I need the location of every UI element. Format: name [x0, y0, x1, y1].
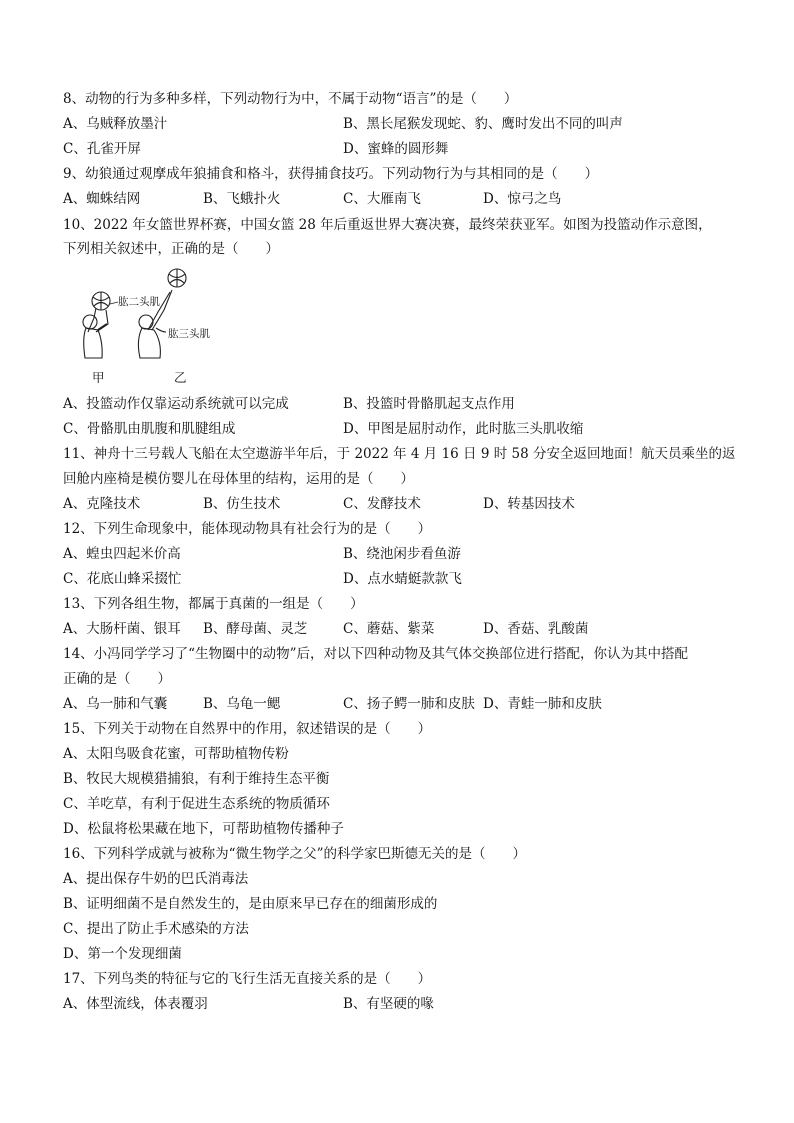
question-8-stem: 8、动物的行为多种多样，下列动物行为中，不属于动物“语言”的是（ ）	[63, 91, 518, 107]
question-12-option-b: B、绕池闲步看鱼游	[343, 546, 461, 562]
question-10-option-a: A、投篮动作仅靠运动系统就可以完成	[63, 396, 289, 412]
biceps-pointer-line	[110, 302, 118, 304]
question-15-option-a: A、太阳鸟吸食花蜜，可帮助植物传粉	[63, 746, 289, 762]
question-11-stem-line1: 11、神舟十三号载人飞船在太空遨游半年后，于 2022 年 4 月 16 日 9 时 58 分安全返回地面！航天员乘坐的返	[63, 446, 736, 462]
question-8-option-d: D、蜜蜂的圆形舞	[343, 141, 449, 157]
question-15-option-d: D、松鼠将松果藏在地下，可帮助植物传播种子	[63, 821, 344, 837]
label-biceps: 肱二头肌	[118, 296, 160, 308]
question-12-option-c: C、花底山蜂采掇忙	[63, 571, 182, 587]
question-9-option-a: A、蜘蛛结网	[63, 191, 141, 207]
question-12-stem: 12、下列生命现象中，能体现动物具有社会行为的是（ ）	[63, 521, 432, 537]
question-10-stem-line2: 下列相关叙述中，正确的是（ ）	[63, 241, 279, 257]
label-jia: 甲	[92, 370, 105, 385]
question-14-option-b: B、乌龟一鳃	[203, 696, 281, 712]
question-17-stem: 17、下列鸟类的特征与它的飞行生活无直接关系的是（ ）	[63, 971, 432, 987]
question-11-option-a: A、克隆技术	[63, 496, 141, 512]
question-16-option-d: D、第一个发现细菌	[63, 946, 182, 962]
player-torso-left	[84, 328, 102, 358]
question-15-option-c: C、羊吃草，有利于促进生态系统的物质循环	[63, 796, 330, 812]
question-14-stem-line2: 正确的是（ ）	[63, 671, 171, 687]
question-17-option-a: A、体型流线，体表覆羽	[63, 996, 208, 1012]
figure-yi-player	[138, 269, 186, 358]
question-14-stem-line1: 14、小冯同学学习了“生物圈中的动物”后，对以下四种动物及其气体交换部位进行搭配，你认为其中搭配	[63, 646, 688, 662]
question-9-option-d: D、惊弓之鸟	[483, 191, 562, 207]
question-11-stem-line2: 回舱内座椅是模仿婴儿在母体里的结构，运用的是（ ）	[63, 471, 414, 487]
question-10-stem-line1: 10、2022 年女篮世界杯赛，中国女篮 28 年后重返世界大赛决赛，最终荣获亚军。如图为投篮动作示意图，	[63, 217, 712, 233]
question-13-option-b: B、酵母菌、灵芝	[203, 621, 308, 637]
question-17-option-b: B、有坚硬的喙	[343, 996, 434, 1012]
question-13-option-c: C、蘑菇、紫菜	[343, 621, 435, 637]
question-16-option-b: B、证明细菌不是自然发生的，是由原来早已存在的细菌形成的	[63, 896, 438, 912]
question-10-option-c: C、骨骼肌由肌腹和肌腱组成	[63, 421, 236, 437]
question-11-option-d: D、转基因技术	[483, 496, 575, 512]
basketball-seams-left	[93, 292, 109, 310]
question-13-stem: 13、下列各组生物，都属于真菌的一组是（ ）	[63, 596, 364, 612]
question-14-option-d: D、青蛙一肺和皮肤	[483, 696, 602, 712]
question-9-stem: 9、幼狼通过观摩成年狼捕食和格斗，获得捕食技巧。下列动物行为与其相同的是（ ）	[63, 166, 599, 182]
triceps-pointer	[156, 328, 166, 332]
question-12-option-d: D、点水蜻蜓款款飞	[343, 571, 462, 587]
question-14-option-a: A、乌一肺和气囊	[63, 696, 168, 712]
biceps-muscle-left	[98, 324, 107, 330]
question-13-option-a: A、大肠杆菌、银耳	[63, 621, 181, 637]
basketball-shooting-figure	[76, 266, 226, 386]
question-15-stem: 15、下列关于动物在自然界中的作用，叙述错误的是（ ）	[63, 721, 432, 737]
question-13-option-d: D、香菇、乳酸菌	[483, 621, 589, 637]
question-16-option-c: C、提出了防止手术感染的方法	[63, 921, 249, 937]
question-11-option-b: B、仿生技术	[203, 496, 281, 512]
label-triceps: 肱三头肌	[168, 328, 210, 340]
player-torso-right	[138, 328, 160, 358]
question-14-option-c: C、扬子鳄一肺和皮肤	[343, 696, 475, 712]
player-head-right	[139, 315, 153, 329]
question-8-option-b: B、黑长尾猴发现蛇、豹、鹰时发出不同的叫声	[343, 116, 623, 132]
question-9-option-b: B、飞蛾扑火	[203, 191, 281, 207]
figure-jia-player	[83, 292, 110, 358]
label-yi: 乙	[174, 370, 187, 385]
basketball-seams-right	[169, 269, 185, 287]
question-11-option-c: C、发酵技术	[343, 496, 421, 512]
question-16-stem: 16、下列科学成就与被称为“微生物学之父”的科学家巴斯德无关的是（ ）	[63, 846, 526, 862]
question-10-option-d: D、甲图是屈肘动作，此时肱三头肌收缩	[343, 421, 584, 437]
player-arm-left	[96, 310, 108, 332]
question-10-option-b: B、投篮时骨骼肌起支点作用	[343, 396, 515, 412]
question-16-option-a: A、提出保存牛奶的巴氏消毒法	[63, 871, 249, 887]
question-8-option-a: A、乌贼释放墨汁	[63, 116, 168, 132]
question-12-option-a: A、蝗虫四起米价高	[63, 546, 181, 562]
question-8-option-c: C、孔雀开屏	[63, 141, 141, 157]
question-15-option-b: B、牧民大规模猎捕狼，有利于维持生态平衡	[63, 771, 330, 787]
question-9-option-c: C、大雁南飞	[343, 191, 421, 207]
